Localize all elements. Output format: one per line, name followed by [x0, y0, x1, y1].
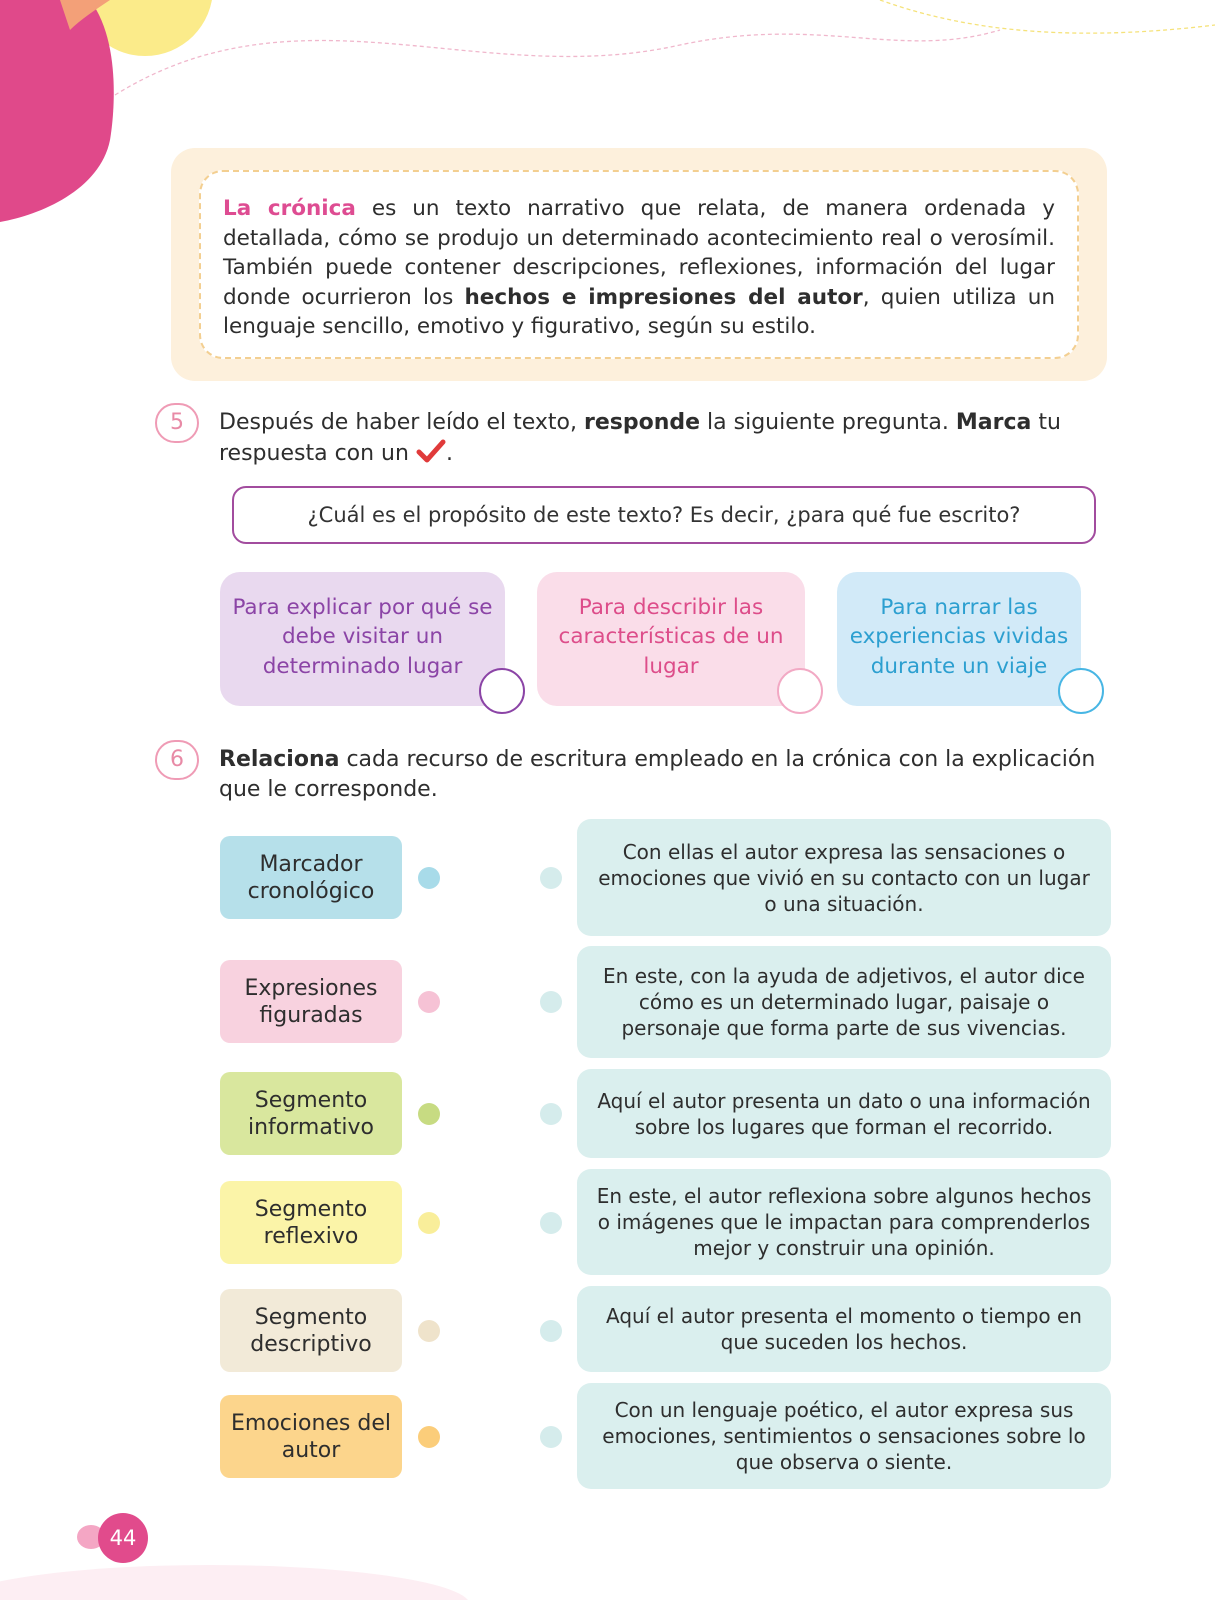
- radio-option-describe[interactable]: [777, 668, 823, 714]
- q5-bold-1: responde: [583, 410, 701, 435]
- dashed-wave-yellow: [880, 0, 1215, 33]
- q5-text-4: .: [445, 440, 453, 466]
- pink-blob: [0, 0, 114, 222]
- option-narrate-text: Para narrar las experiencias vividas durante un viaje: [849, 594, 1069, 679]
- definition-bold: hechos e impresiones del autor: [464, 284, 863, 310]
- match-dot-left-2[interactable]: [418, 991, 440, 1013]
- q5-bold-2: Marca: [955, 410, 1032, 435]
- question-6-instruction: [219, 745, 1109, 804]
- page-number: 44: [98, 1513, 148, 1563]
- match-dot-right-2[interactable]: [540, 991, 562, 1013]
- radio-option-explain[interactable]: [479, 668, 525, 714]
- match-dot-left-3[interactable]: [418, 1103, 440, 1125]
- explanation-card-2: En este, con la ayuda de adjetivos, el autor dice cómo es un determinado lugar, paisaje o personaje que forma parte de sus vivencias.: [577, 946, 1111, 1058]
- question-5-instruction: [219, 408, 1109, 468]
- q5-text-1: Después de haber leído el texto,: [219, 410, 584, 435]
- match-dot-right-4[interactable]: [540, 1212, 562, 1234]
- resource-segmento-informativo: Segmento informativo: [220, 1072, 402, 1155]
- resource-segmento-reflexivo: Segmento reflexivo: [220, 1181, 402, 1264]
- definition-term: La crónica: [223, 196, 356, 221]
- option-describe[interactable]: [537, 572, 805, 706]
- definition-text-1: es un texto narrativo que relata, de manera ordenada y detallada, cómo se produjo un determinado acontecimiento real o verosímil. También puede contener descripciones, reflexiones, información del lugar donde ocurrieron los: [223, 196, 1055, 310]
- definition-inner-box: [199, 170, 1079, 359]
- match-dot-right-1[interactable]: [540, 867, 562, 889]
- q6-bold-1: Relaciona: [219, 747, 340, 772]
- option-explain[interactable]: [220, 572, 505, 706]
- option-describe-text: Para describir las características de un lugar: [558, 594, 784, 679]
- option-narrate[interactable]: [837, 572, 1081, 706]
- match-dot-left-5[interactable]: [418, 1320, 440, 1342]
- radio-option-narrate[interactable]: [1058, 668, 1104, 714]
- dashed-wave-pink: [115, 30, 1000, 95]
- resource-expresiones-figuradas: Expresiones figuradas: [220, 960, 402, 1043]
- match-dot-left-6[interactable]: [418, 1426, 440, 1448]
- explanation-card-5: Aquí el autor presenta el momento o tiempo en que suceden los hechos.: [577, 1286, 1111, 1372]
- match-dot-right-5[interactable]: [540, 1320, 562, 1342]
- bottom-blob: [0, 1565, 470, 1600]
- question-5-number: 5: [155, 403, 199, 443]
- definition-text: [223, 194, 1055, 342]
- match-dot-right-3[interactable]: [540, 1103, 562, 1125]
- resource-segmento-descriptivo: Segmento descriptivo: [220, 1289, 402, 1372]
- q5-text-3: tu respuesta con un: [219, 410, 1061, 466]
- resource-emociones-del-autor: Emociones del autor: [220, 1395, 402, 1478]
- definition-text-2: , quien utiliza un lenguaje sencillo, emotivo y figurativo, según su estilo.: [223, 284, 1055, 339]
- match-dot-right-6[interactable]: [540, 1426, 562, 1448]
- match-dot-left-4[interactable]: [418, 1212, 440, 1234]
- checkmark-icon: [416, 438, 446, 464]
- explanation-card-1: Con ellas el autor expresa las sensaciones o emociones que vivió en su contacto con un lugar o una situación.: [577, 819, 1111, 936]
- resource-marcador-cronologico: Marcador cronológico: [220, 836, 402, 919]
- q5-text-2: la siguiente pregunta.: [700, 410, 956, 435]
- question-6-number: 6: [155, 740, 199, 780]
- explanation-card-3: Aquí el autor presenta un dato o una información sobre los lugares que forman el recorrido.: [577, 1069, 1111, 1158]
- question-5-prompt: ¿Cuál es el propósito de este texto? Es decir, ¿para qué fue escrito?: [232, 486, 1096, 544]
- explanation-card-6: Con un lenguaje poético, el autor expresa sus emociones, sentimientos o sensaciones sobre lo que observa o siente.: [577, 1383, 1111, 1489]
- explanation-card-4: En este, el autor reflexiona sobre algunos hechos o imágenes que le impactan para comprenderlos mejor y construir una opinión.: [577, 1169, 1111, 1275]
- option-explain-text: Para explicar por qué se debe visitar un determinado lugar: [232, 594, 493, 679]
- q6-text-1: cada recurso de escritura empleado en la crónica con la explicación que le corresponde.: [219, 747, 1096, 802]
- match-dot-left-1[interactable]: [418, 867, 440, 889]
- definition-box: [171, 148, 1107, 381]
